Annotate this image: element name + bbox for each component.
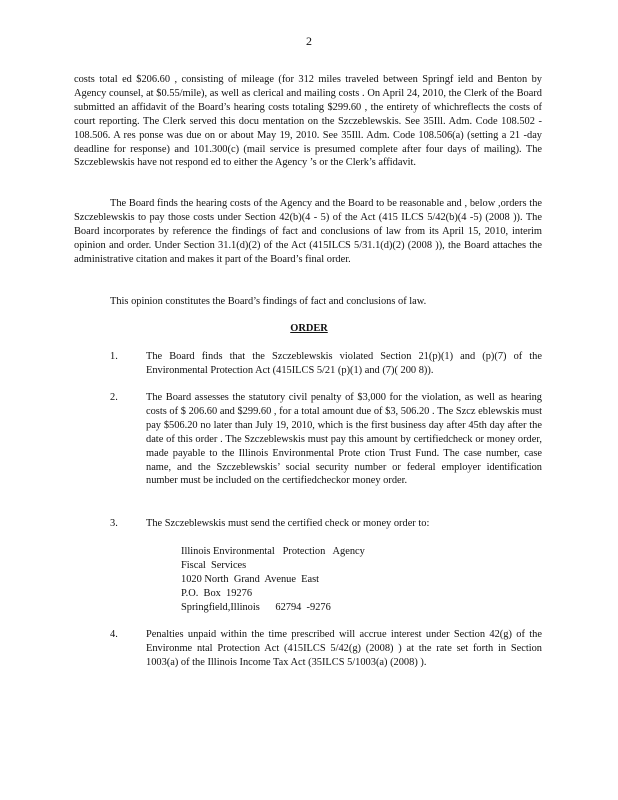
order-heading: ORDER: [290, 323, 328, 334]
paragraph-opinion: This opinion constitutes the Board’s findings of fact and conclusions of law.: [110, 296, 427, 307]
order-item-number: 4.: [110, 629, 118, 640]
order-item-text: The Board finds that the Szczeblewskis violated Section 21(p)(1) and (p)(7) of the Environmental Protection Act (415ILCS 5/21 (p)(1) and (7)( 200 8)).: [146, 351, 542, 376]
address-line: Springfield,Illinois 62794 -9276: [181, 601, 331, 613]
order-item-text: The Szczeblewskis must send the certified check or money order to:: [146, 518, 430, 529]
order-item-number: 1.: [110, 351, 118, 362]
address-line: 1020 North Grand Avenue East: [181, 573, 320, 585]
paragraph-costs: costs total ed $206.60 , consisting of mileage (for 312 miles traveled between Springf ield and Benton by Agency counsel, at $0.55/mile), as well as clerical and mailing costs . On April 24, 2010, the Clerk of the Board submitted an affidavit of the Board’s hearing costs totaling $299.60 , the entirety of whichreflects the costs of court reporting. The Clerk served this docu mentation on the Szczeblewskis. See 35Ill. Adm. Code 108.502 - 108.506. A res ponse was due on or about May 19, 2010. See 35Ill. Adm. Code 108.506(a) (setting a 21 -day deadline for response) and 101.300(c) (mail service is presumed complete after four days of mailing). The Szczeblewskis have not respond ed to either the Agency ’s or the Clerk’s affidavit.: [74, 74, 542, 169]
order-item-number: 3.: [110, 518, 118, 529]
payment-address: [181, 545, 441, 615]
address-line: Illinois Environmental Protection Agency: [181, 546, 365, 557]
order-item-text: Penalties unpaid within the time prescribed will accrue interest under Section 42(g) of the Environme ntal Protection Act (415ILCS 5/42(g) (2008) ) at the rate set forth in Section 1003(a) of the Illinois Income Tax Act (35ILCS 5/1003(a) (2008) ).: [146, 629, 542, 668]
paragraph-findings: The Board finds the hearing costs of the Agency and the Board to be reasonable and , below ,orders the Szczeblewskis to pay those costs under Section 42(b)(4 - 5) of the Act (415 ILCS 5/42(b)(4 -5) (2008 )). The Board incorporates by reference the findings of fact and conclusions of law from its April 15, 2010, interim opinion and order. Under Section 31.1(d)(2) of the Act (415ILCS 5/31.1(d)(2) (2008 )), the Board attaches the administrative citation and makes it part of the Board’s final order.: [74, 198, 542, 265]
page-number: 2: [306, 34, 312, 48]
order-item-number: 2.: [110, 392, 118, 403]
order-item-text: The Board assesses the statutory civil penalty of $3,000 for the violation, as well as hearing costs of $ 206.60 and $299.60 , for a total amount due of $3, 506.20 . The Szcz eblewskis must pay $506.20 no later than July 19, 2010, which is the first business day after 45th day after the date of this order . The Szczeblewskis must pay this amount by certifiedcheck or money order, made payable to the Illinois Environmental Prote ction Trust Fund. The case number, case name, and the Szczeblewskis’ social security number or federal employer identification number must be included on the certifiedcheckor money order.: [146, 392, 542, 487]
address-line: P.O. Box 19276: [181, 587, 253, 599]
address-line: Fiscal Services: [181, 559, 247, 571]
